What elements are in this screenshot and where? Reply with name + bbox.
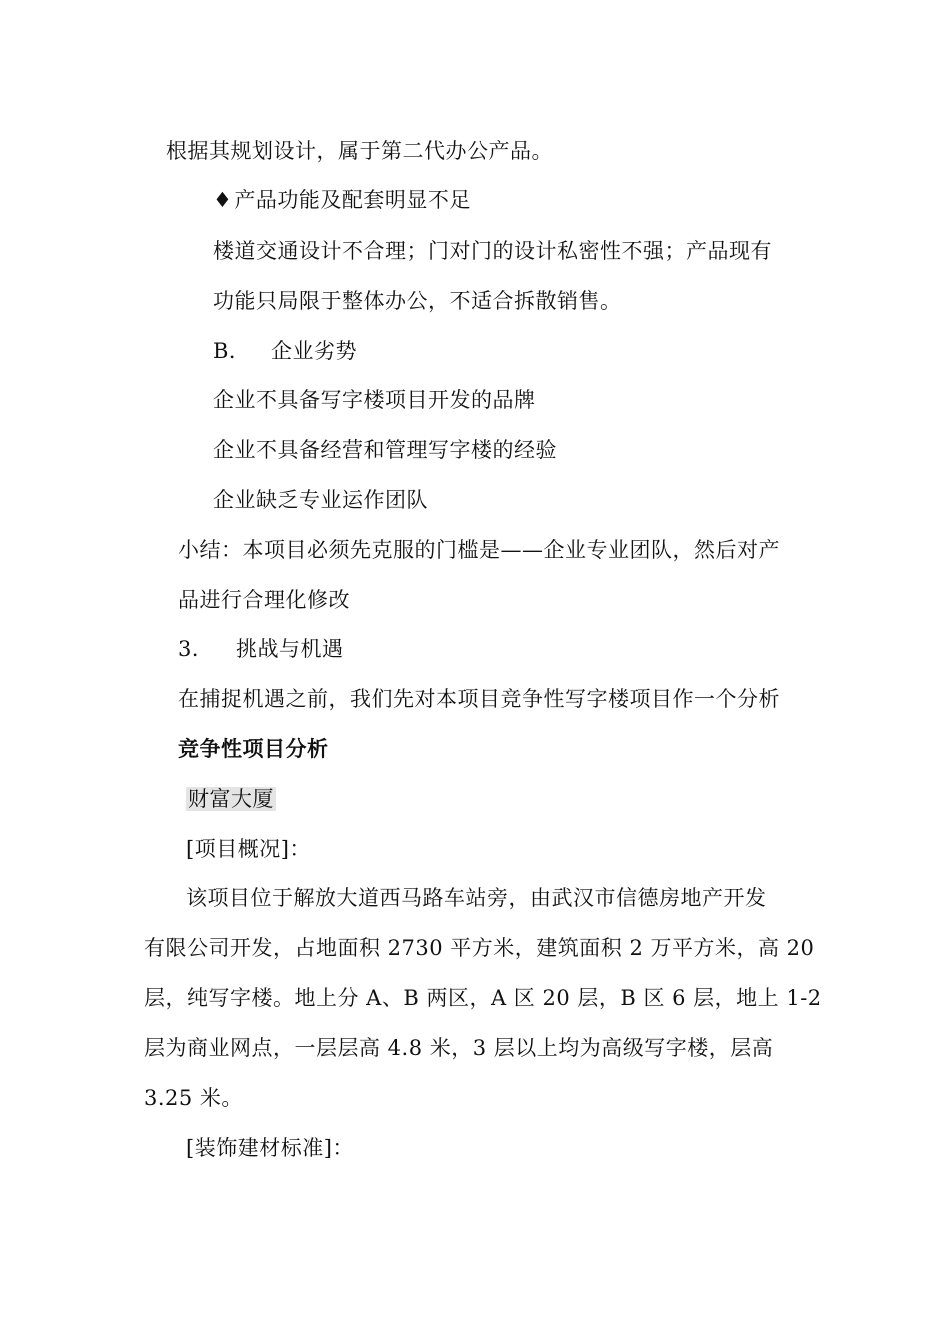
overview-line-5: 3.25 米。 [144, 1086, 243, 1110]
section-3-title: 挑战与机遇 [236, 637, 344, 661]
text-line-1: 根据其规划设计，属于第二代办公产品。 [166, 139, 553, 163]
overview-line-2: 有限公司开发，占地面积 2730 平方米，建筑面积 2 万平方米，高 20 [144, 936, 815, 960]
diamond-bullet-icon: ♦ [213, 188, 233, 212]
section-3-number: 3． [178, 637, 214, 661]
project-name [186, 784, 276, 814]
project-name-highlight: 财富大厦 [188, 787, 274, 811]
summary-line-2: 品进行合理化修改 [178, 588, 350, 612]
text-line-8: 企业缺乏专业运作团队 [213, 488, 428, 512]
bullet-heading [213, 185, 471, 215]
overview-line-1: 该项目位于解放大道西马路车站旁，由武汉市信德房地产开发 [186, 886, 767, 910]
overview-line-3: 层，纯写字楼。地上分 A、B 两区，A 区 20 层，B 区 6 层，地上 1-2 [144, 986, 822, 1010]
summary-line-1: 小结：本项目必须先克服的门槛是——企业专业团队，然后对产 [178, 538, 780, 562]
section-b-title: 企业劣势 [271, 339, 357, 363]
text-line-7: 企业不具备经营和管理写字楼的经验 [213, 438, 557, 462]
overview-line-4: 层为商业网点，一层层高 4.8 米，3 层以上均为高级写字楼，层高 [144, 1036, 774, 1060]
competitive-analysis-heading: 竞争性项目分析 [178, 736, 329, 761]
section-3-heading [178, 634, 344, 664]
materials-standard-label: [装饰建材标准]： [186, 1136, 354, 1160]
bullet-heading-text: 产品功能及配套明显不足 [234, 188, 471, 212]
section-b-number: B． [213, 339, 251, 363]
project-overview-label: [项目概况]： [186, 837, 311, 861]
text-line-4: 功能只局限于整体办公，不适合拆散销售。 [213, 289, 622, 313]
text-line-6: 企业不具备写字楼项目开发的品牌 [213, 388, 536, 412]
section-b-heading [213, 336, 357, 366]
text-line-12: 在捕捉机遇之前，我们先对本项目竞争性写字楼项目作一个分析 [178, 687, 780, 711]
text-line-3: 楼道交通设计不合理；门对门的设计私密性不强；产品现有 [213, 239, 772, 263]
